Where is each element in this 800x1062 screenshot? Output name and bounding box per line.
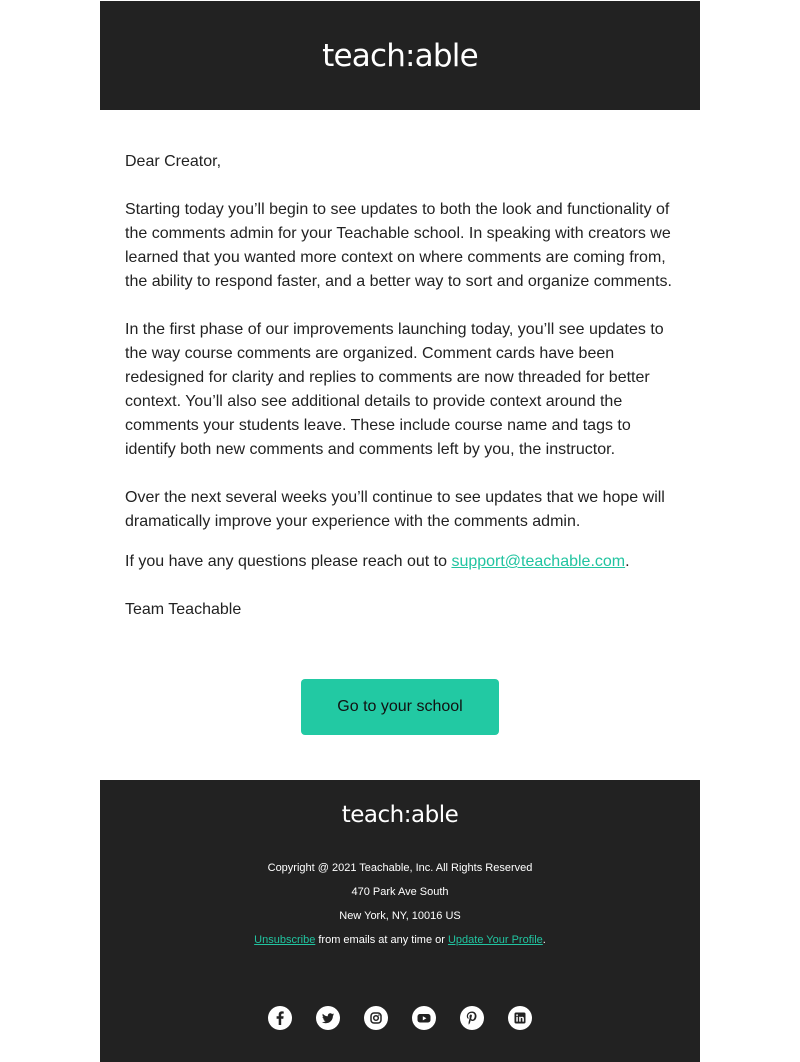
preferences-end-text: . [542,934,546,946]
footer-info [100,856,700,952]
greeting: Dear Creator, [125,153,222,170]
update-profile-link[interactable]: Update Your Profile [447,934,543,946]
footer-logo[interactable]: teach:able [341,802,459,828]
social-links [100,1006,700,1030]
address-line-1: 470 Park Ave South [351,886,449,898]
linkedin-icon[interactable] [508,1006,532,1030]
twitter-icon[interactable] [316,1006,340,1030]
youtube-icon[interactable] [412,1006,436,1030]
questions-prefix: If you have any questions please reach out to [125,553,452,570]
cta-container [301,679,499,735]
teachable-logo[interactable]: teach:able [322,37,478,74]
go-to-school-button[interactable]: Go to your school [301,679,499,735]
questions-suffix: . [625,553,630,570]
paragraph-next-weeks: Over the next several weeks you’ll continue to see updates that we hope will dramatically improve your experience with the comments admin. [125,489,665,530]
support-email-link[interactable]: support@teachable.com [451,553,626,570]
preferences-middle-text: from emails at any time or [315,934,448,946]
pinterest-icon[interactable] [460,1006,484,1030]
signoff: Team Teachable [125,601,242,618]
unsubscribe-link[interactable]: Unsubscribe [254,934,316,946]
email-header [100,1,700,110]
paragraph-intro: Starting today you’ll begin to see updates to both the look and functionality of the comments admin for your Teachable school. In speaking with creators we learned that you wanted more context on where comments are coming from, the ability to respond faster, and a better way to sort and organize comments. [125,201,672,290]
email-body [125,150,680,622]
email-footer [100,780,700,1062]
instagram-icon[interactable] [364,1006,388,1030]
questions-line [125,550,680,574]
copyright-text: Copyright @ 2021 Teachable, Inc. All Rights Reserved [267,862,533,874]
paragraph-first-phase: In the first phase of our improvements launching today, you’ll see updates to the way course comments are organized. Comment cards have been redesigned for clarity and replies to comments are now threaded for better context. You’ll also see additional details to provide context around the comments your students leave. These include course name and tags to identify both new comments and comments left by you, the instructor. [125,321,664,458]
facebook-icon[interactable] [268,1006,292,1030]
preferences-line [100,928,700,952]
address-line-2: New York, NY, 10016 US [339,910,461,922]
